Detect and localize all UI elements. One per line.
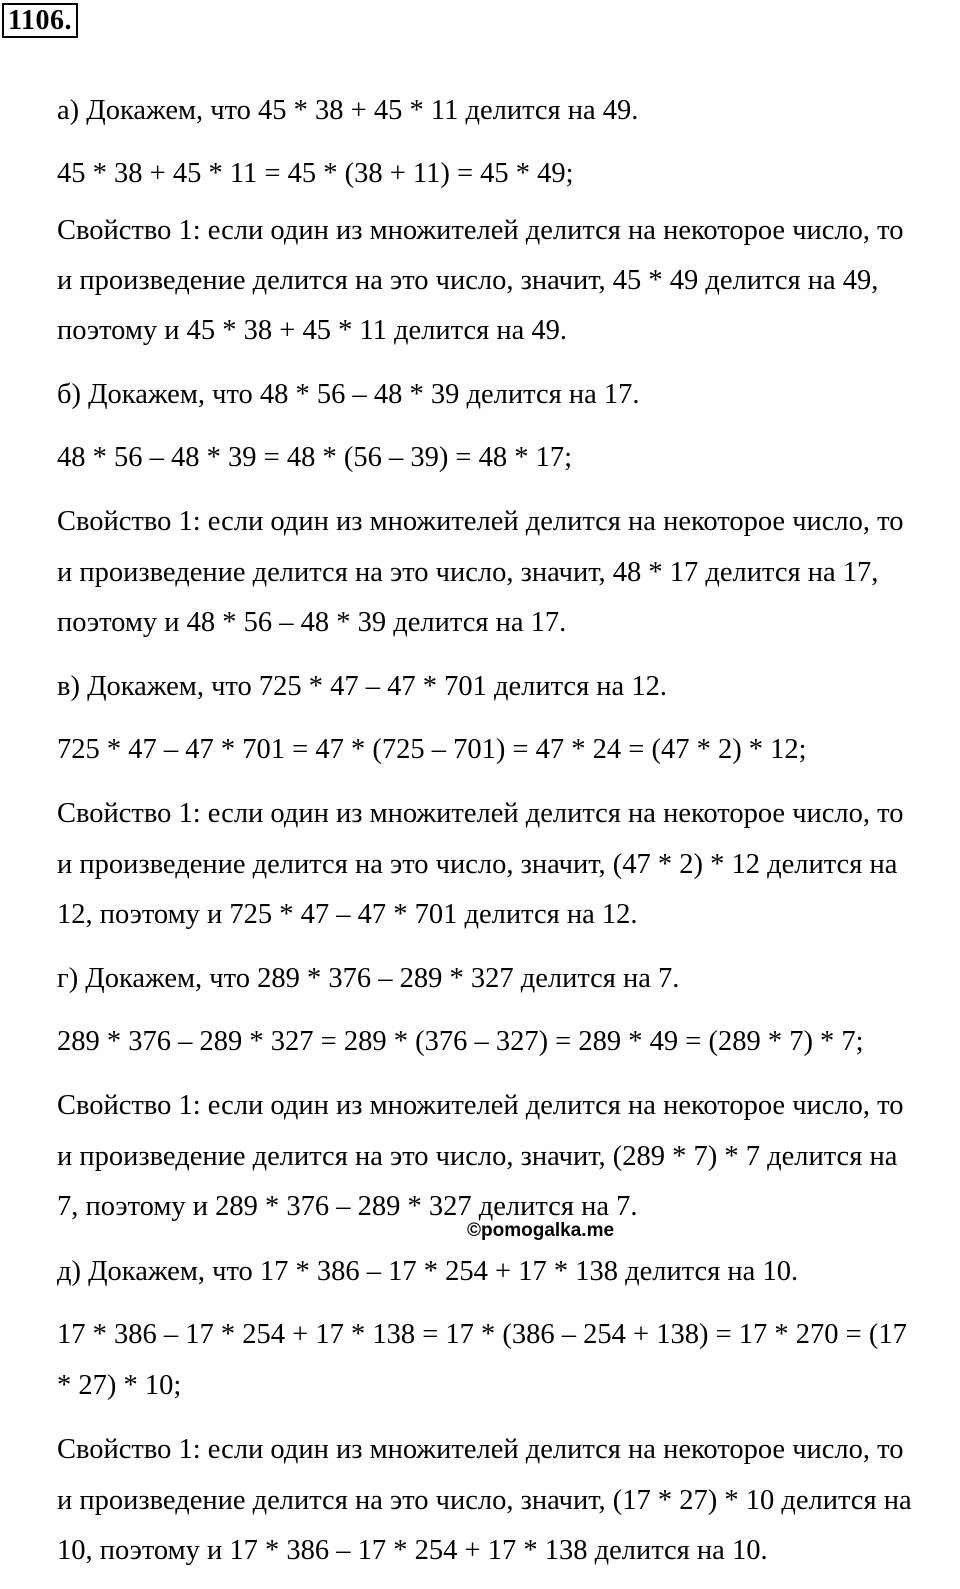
- part-d-statement: г) Докажем, что 289 * 376 – 289 * 327 делится на 7.: [57, 963, 680, 994]
- part-b-proof-line: Свойство 1: если один из множителей делится на некоторое число, то: [57, 506, 904, 537]
- part-a-proof-line: Свойство 1: если один из множителей делится на некоторое число, то: [57, 215, 904, 246]
- task-number: 1106.: [2, 3, 78, 38]
- part-e-statement: д) Докажем, что 17 * 386 – 17 * 254 + 17 * 138 делится на 10.: [57, 1256, 799, 1287]
- part-c-statement: в) Докажем, что 725 * 47 – 47 * 701 делится на 12.: [57, 671, 667, 702]
- part-d-proof-line: и произведение делится на это число, значит, (289 * 7) * 7 делится на: [57, 1141, 898, 1172]
- part-d-proof-line: Свойство 1: если один из множителей делится на некоторое число, то: [57, 1090, 904, 1121]
- part-d-proof-line: 7, поэтому и 289 * 376 – 289 * 327 делится на 7.: [57, 1191, 638, 1222]
- part-c-proof-line: и произведение делится на это число, значит, (47 * 2) * 12 делится на: [57, 849, 898, 880]
- part-e-proof-line: и произведение делится на это число, значит, (17 * 27) * 10 делится на: [57, 1485, 912, 1516]
- part-a-proof-line: и произведение делится на это число, значит, 45 * 49 делится на 49,: [57, 265, 879, 296]
- part-a-proof-line: поэтому и 45 * 38 + 45 * 11 делится на 49.: [57, 315, 568, 346]
- part-a-calculation: 45 * 38 + 45 * 11 = 45 * (38 + 11) = 45 * 49;: [57, 158, 574, 189]
- part-d-calculation: 289 * 376 – 289 * 327 = 289 * (376 – 327) = 289 * 49 = (289 * 7) * 7;: [57, 1026, 864, 1057]
- part-b-proof-line: и произведение делится на это число, значит, 48 * 17 делится на 17,: [57, 557, 879, 588]
- part-b-statement: б) Докажем, что 48 * 56 – 48 * 39 делится на 17.: [57, 379, 640, 410]
- part-e-proof-line: Свойство 1: если один из множителей делится на некоторое число, то: [57, 1434, 904, 1465]
- watermark: ©pomogalka.me: [467, 1220, 615, 1241]
- part-c-calculation: 725 * 47 – 47 * 701 = 47 * (725 – 701) = 47 * 24 = (47 * 2) * 12;: [57, 734, 807, 765]
- part-b-calculation: 48 * 56 – 48 * 39 = 48 * (56 – 39) = 48 * 17;: [57, 442, 573, 473]
- part-e-calculation: 17 * 386 – 17 * 254 + 17 * 138 = 17 * (386 – 254 + 138) = 17 * 270 = (17: [57, 1319, 907, 1350]
- part-e-calculation: * 27) * 10;: [57, 1370, 182, 1401]
- part-a-statement: а) Докажем, что 45 * 38 + 45 * 11 делится на 49.: [57, 95, 639, 126]
- part-c-proof-line: Свойство 1: если один из множителей делится на некоторое число, то: [57, 798, 904, 829]
- part-e-proof-line: 10, поэтому и 17 * 386 – 17 * 254 + 17 * 138 делится на 10.: [57, 1535, 768, 1566]
- part-c-proof-line: 12, поэтому и 725 * 47 – 47 * 701 делится на 12.: [57, 899, 638, 930]
- part-b-proof-line: поэтому и 48 * 56 – 48 * 39 делится на 17.: [57, 607, 567, 638]
